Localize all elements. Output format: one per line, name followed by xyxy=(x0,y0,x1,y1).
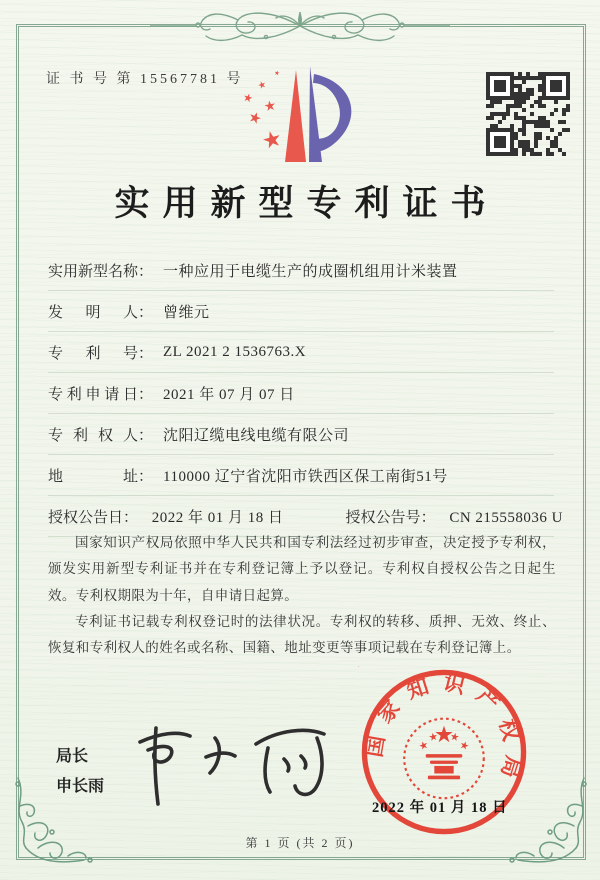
field-list xyxy=(48,250,563,537)
grant-number-pair: 授权公告号： CN 215558036 U xyxy=(345,509,563,526)
field-label: 地址 xyxy=(48,468,138,485)
field-value: 2021 年 07 月 07 日 xyxy=(163,386,295,403)
legal-paragraph-2: 专利证书记载专利权登记时的法律状况。专利权的转移、质押、无效、终止、恢复和专利权人的姓名或名称、国籍、地址变更等事项记载在专利登记簿上。 xyxy=(48,613,556,656)
field-label: 专利号 xyxy=(48,345,138,362)
field-value: 2022 年 01 月 18 日 xyxy=(151,509,284,526)
national-emblem-icon xyxy=(404,719,484,799)
field-value: 沈阳辽缆电线电缆有限公司 xyxy=(163,427,350,444)
grant-date-pair: 授权公告日： 2022 年 01 月 18 日 xyxy=(48,509,284,526)
field-label: 实用新型名称 xyxy=(48,263,139,280)
field-row-patentee: 专利权人 ： 沈阳辽缆电线电缆有限公司 xyxy=(48,414,554,455)
certificate-number: 证 书 号 第 15567781 号 xyxy=(46,72,244,87)
page-number: 第 1 页 (共 2 页) xyxy=(245,836,355,850)
field-label: 授权公告号 xyxy=(345,509,421,526)
top-flourish-ornament-icon xyxy=(150,2,450,48)
qr-code xyxy=(486,72,570,156)
field-value: 110000 辽宁省沈阳市铁西区保工南街51号 xyxy=(163,468,448,485)
certificate-title: 实用新型专利证书 xyxy=(114,184,499,223)
field-row-patent-number: 专利号 ： ZL 2021 2 1536763.X xyxy=(48,332,554,373)
field-label: 发明人 xyxy=(48,304,138,321)
field-value: ZL 2021 2 1536763.X xyxy=(163,343,307,360)
field-label: 专利申请日 xyxy=(48,386,138,403)
seal-date: 2022 年 01 月 18 日 xyxy=(372,800,508,816)
field-value: 一种应用于电缆生产的成圈机组用计米装置 xyxy=(163,263,458,280)
field-label: 授权公告日 xyxy=(48,509,124,526)
seal-text: 国家知识产权局 xyxy=(362,670,526,792)
field-value: 曾维元 xyxy=(163,304,210,321)
cnipa-logo-icon xyxy=(232,58,368,176)
field-row-address: 地址 ： 110000 辽宁省沈阳市铁西区保工南街51号 xyxy=(48,455,554,496)
field-row-utility-model-name: 实用新型名称 ： 一种应用于电缆生产的成圈机组用计米装置 xyxy=(48,250,554,291)
field-label: 专利权人 xyxy=(48,427,138,444)
signer-block xyxy=(56,742,104,803)
field-row-inventor: 发明人 ： 曾维元 xyxy=(48,291,554,332)
legal-paragraph-1: 国家知识产权局依照中华人民共和国专利法经过初步审查，决定授予专利权，颁发实用新型专利证书并在专利登记簿上予以登记。专利权自授权公告之日起生效。专利权期限为十年，自申请日起算。 xyxy=(48,535,556,603)
signer-title: 局长 xyxy=(56,748,89,765)
field-row-filing-date: 专利申请日 ： 2021 年 07 月 07 日 xyxy=(48,373,554,414)
signer-name: 申长雨 xyxy=(56,778,105,796)
field-value: CN 215558036 U xyxy=(449,509,563,526)
handwritten-signature xyxy=(118,712,338,808)
legal-text-block xyxy=(48,530,556,662)
